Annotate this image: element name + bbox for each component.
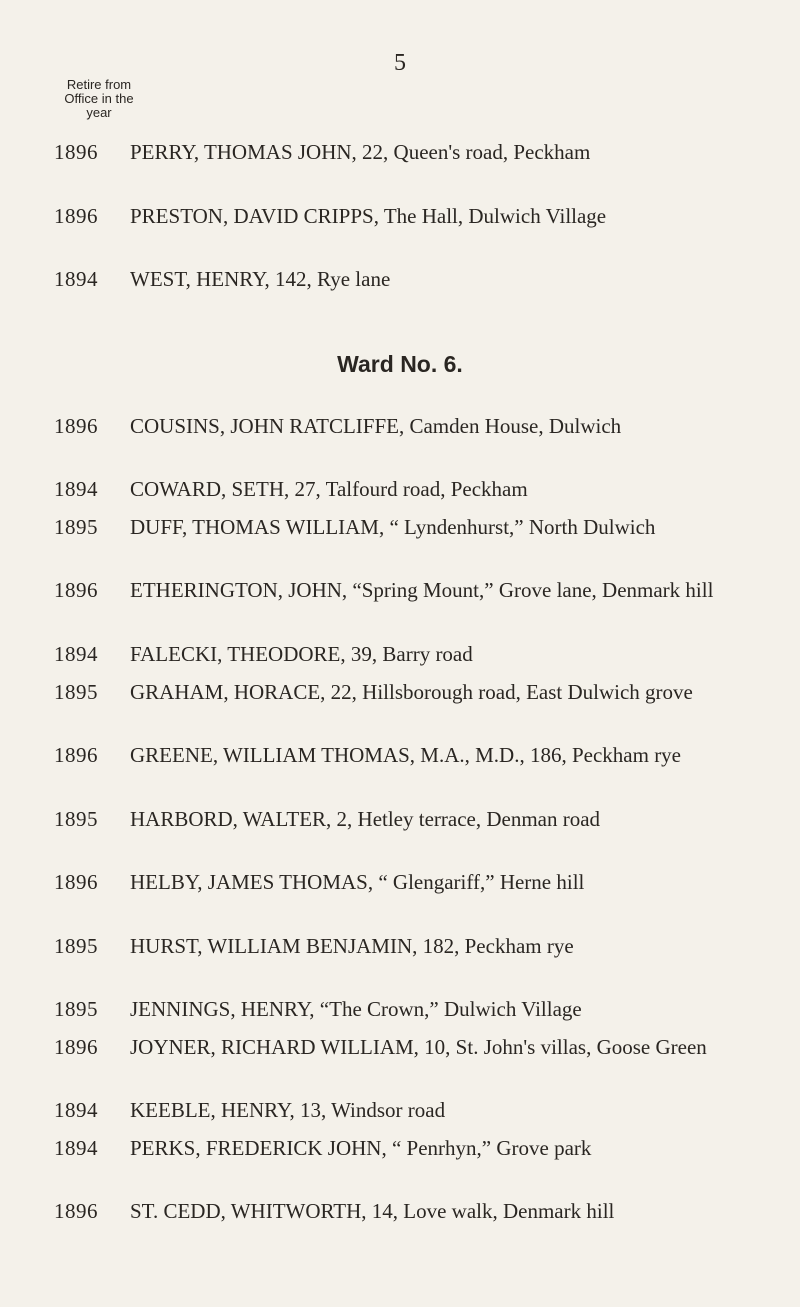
entry-year: 1896 bbox=[54, 578, 98, 602]
entry-text: WEST, HENRY, 142, Rye lane bbox=[130, 267, 391, 291]
list-item bbox=[54, 140, 770, 165]
list-item bbox=[54, 414, 770, 439]
entry-text: GREENE, WILLIAM THOMAS, M.A., M.D., 186, Peckham rye bbox=[130, 743, 682, 767]
list-item bbox=[54, 267, 770, 292]
entry-text: COUSINS, JOHN RATCLIFFE, Camden House, Dulwich bbox=[130, 414, 622, 438]
entry-year: 1895 bbox=[54, 807, 98, 831]
entry-text: FALECKI, THEODORE, 39, Barry road bbox=[130, 642, 473, 666]
entry-year: 1895 bbox=[54, 680, 98, 704]
list-item bbox=[54, 642, 770, 667]
entry-year: 1896 bbox=[54, 414, 98, 438]
list-item bbox=[54, 1136, 770, 1161]
entry-year: 1896 bbox=[54, 870, 98, 894]
entry-year: 1894 bbox=[54, 1136, 98, 1160]
entry-text: JOYNER, RICHARD WILLIAM, 10, St. John's villas, Goose Green bbox=[130, 1035, 707, 1059]
entry-year: 1894 bbox=[54, 1098, 98, 1122]
list-item bbox=[54, 1098, 770, 1123]
list-item bbox=[54, 1199, 770, 1224]
entry-text: HURST, WILLIAM BENJAMIN, 182, Peckham rye bbox=[130, 934, 574, 958]
ward-heading: Ward No. 6. bbox=[337, 351, 463, 377]
column-header-note: Retire from Office in the year bbox=[64, 77, 134, 120]
entry-text: GRAHAM, HORACE, 22, Hillsborough road, East Dulwich grove bbox=[130, 680, 693, 704]
list-item bbox=[54, 807, 770, 832]
entry-text: COWARD, SETH, 27, Talfourd road, Peckham bbox=[130, 477, 528, 501]
list-item bbox=[54, 515, 770, 540]
list-item bbox=[54, 578, 770, 603]
entry-year: 1894 bbox=[54, 642, 98, 666]
entry-year: 1895 bbox=[54, 997, 98, 1021]
entry-text: PERRY, THOMAS JOHN, 22, Queen's road, Peckham bbox=[130, 140, 591, 164]
list-item bbox=[54, 477, 770, 502]
page-number: 5 bbox=[394, 50, 406, 76]
list-item bbox=[54, 870, 770, 895]
entry-text: DUFF, THOMAS WILLIAM, “ Lyndenhurst,” North Dulwich bbox=[130, 515, 656, 539]
entry-year: 1896 bbox=[54, 140, 98, 164]
entry-text: PERKS, FREDERICK JOHN, “ Penrhyn,” Grove park bbox=[130, 1136, 592, 1160]
entry-text: JENNINGS, HENRY, “The Crown,” Dulwich Village bbox=[130, 997, 582, 1021]
entry-text: HARBORD, WALTER, 2, Hetley terrace, Denman road bbox=[130, 807, 601, 831]
list-item bbox=[54, 743, 770, 768]
list-item bbox=[54, 204, 770, 229]
entry-year: 1896 bbox=[54, 1199, 98, 1223]
entry-text: KEEBLE, HENRY, 13, Windsor road bbox=[130, 1098, 446, 1122]
entry-year: 1896 bbox=[54, 743, 98, 767]
entry-year: 1894 bbox=[54, 477, 98, 501]
list-item bbox=[54, 934, 770, 959]
entry-year: 1896 bbox=[54, 1035, 98, 1059]
list-item bbox=[54, 680, 770, 705]
entry-text: HELBY, JAMES THOMAS, “ Glengariff,” Herne hill bbox=[130, 870, 585, 894]
entry-year: 1895 bbox=[54, 934, 98, 958]
entry-year: 1895 bbox=[54, 515, 98, 539]
entry-text: ST. CEDD, WHITWORTH, 14, Love walk, Denmark hill bbox=[130, 1199, 615, 1223]
entry-text: ETHERINGTON, JOHN, “Spring Mount,” Grove lane, Denmark hill bbox=[130, 578, 714, 602]
list-item bbox=[54, 997, 770, 1022]
entry-text: PRESTON, DAVID CRIPPS, The Hall, Dulwich Village bbox=[130, 204, 607, 228]
list-item bbox=[54, 1035, 770, 1060]
entry-year: 1894 bbox=[54, 267, 98, 291]
entry-year: 1896 bbox=[54, 204, 98, 228]
